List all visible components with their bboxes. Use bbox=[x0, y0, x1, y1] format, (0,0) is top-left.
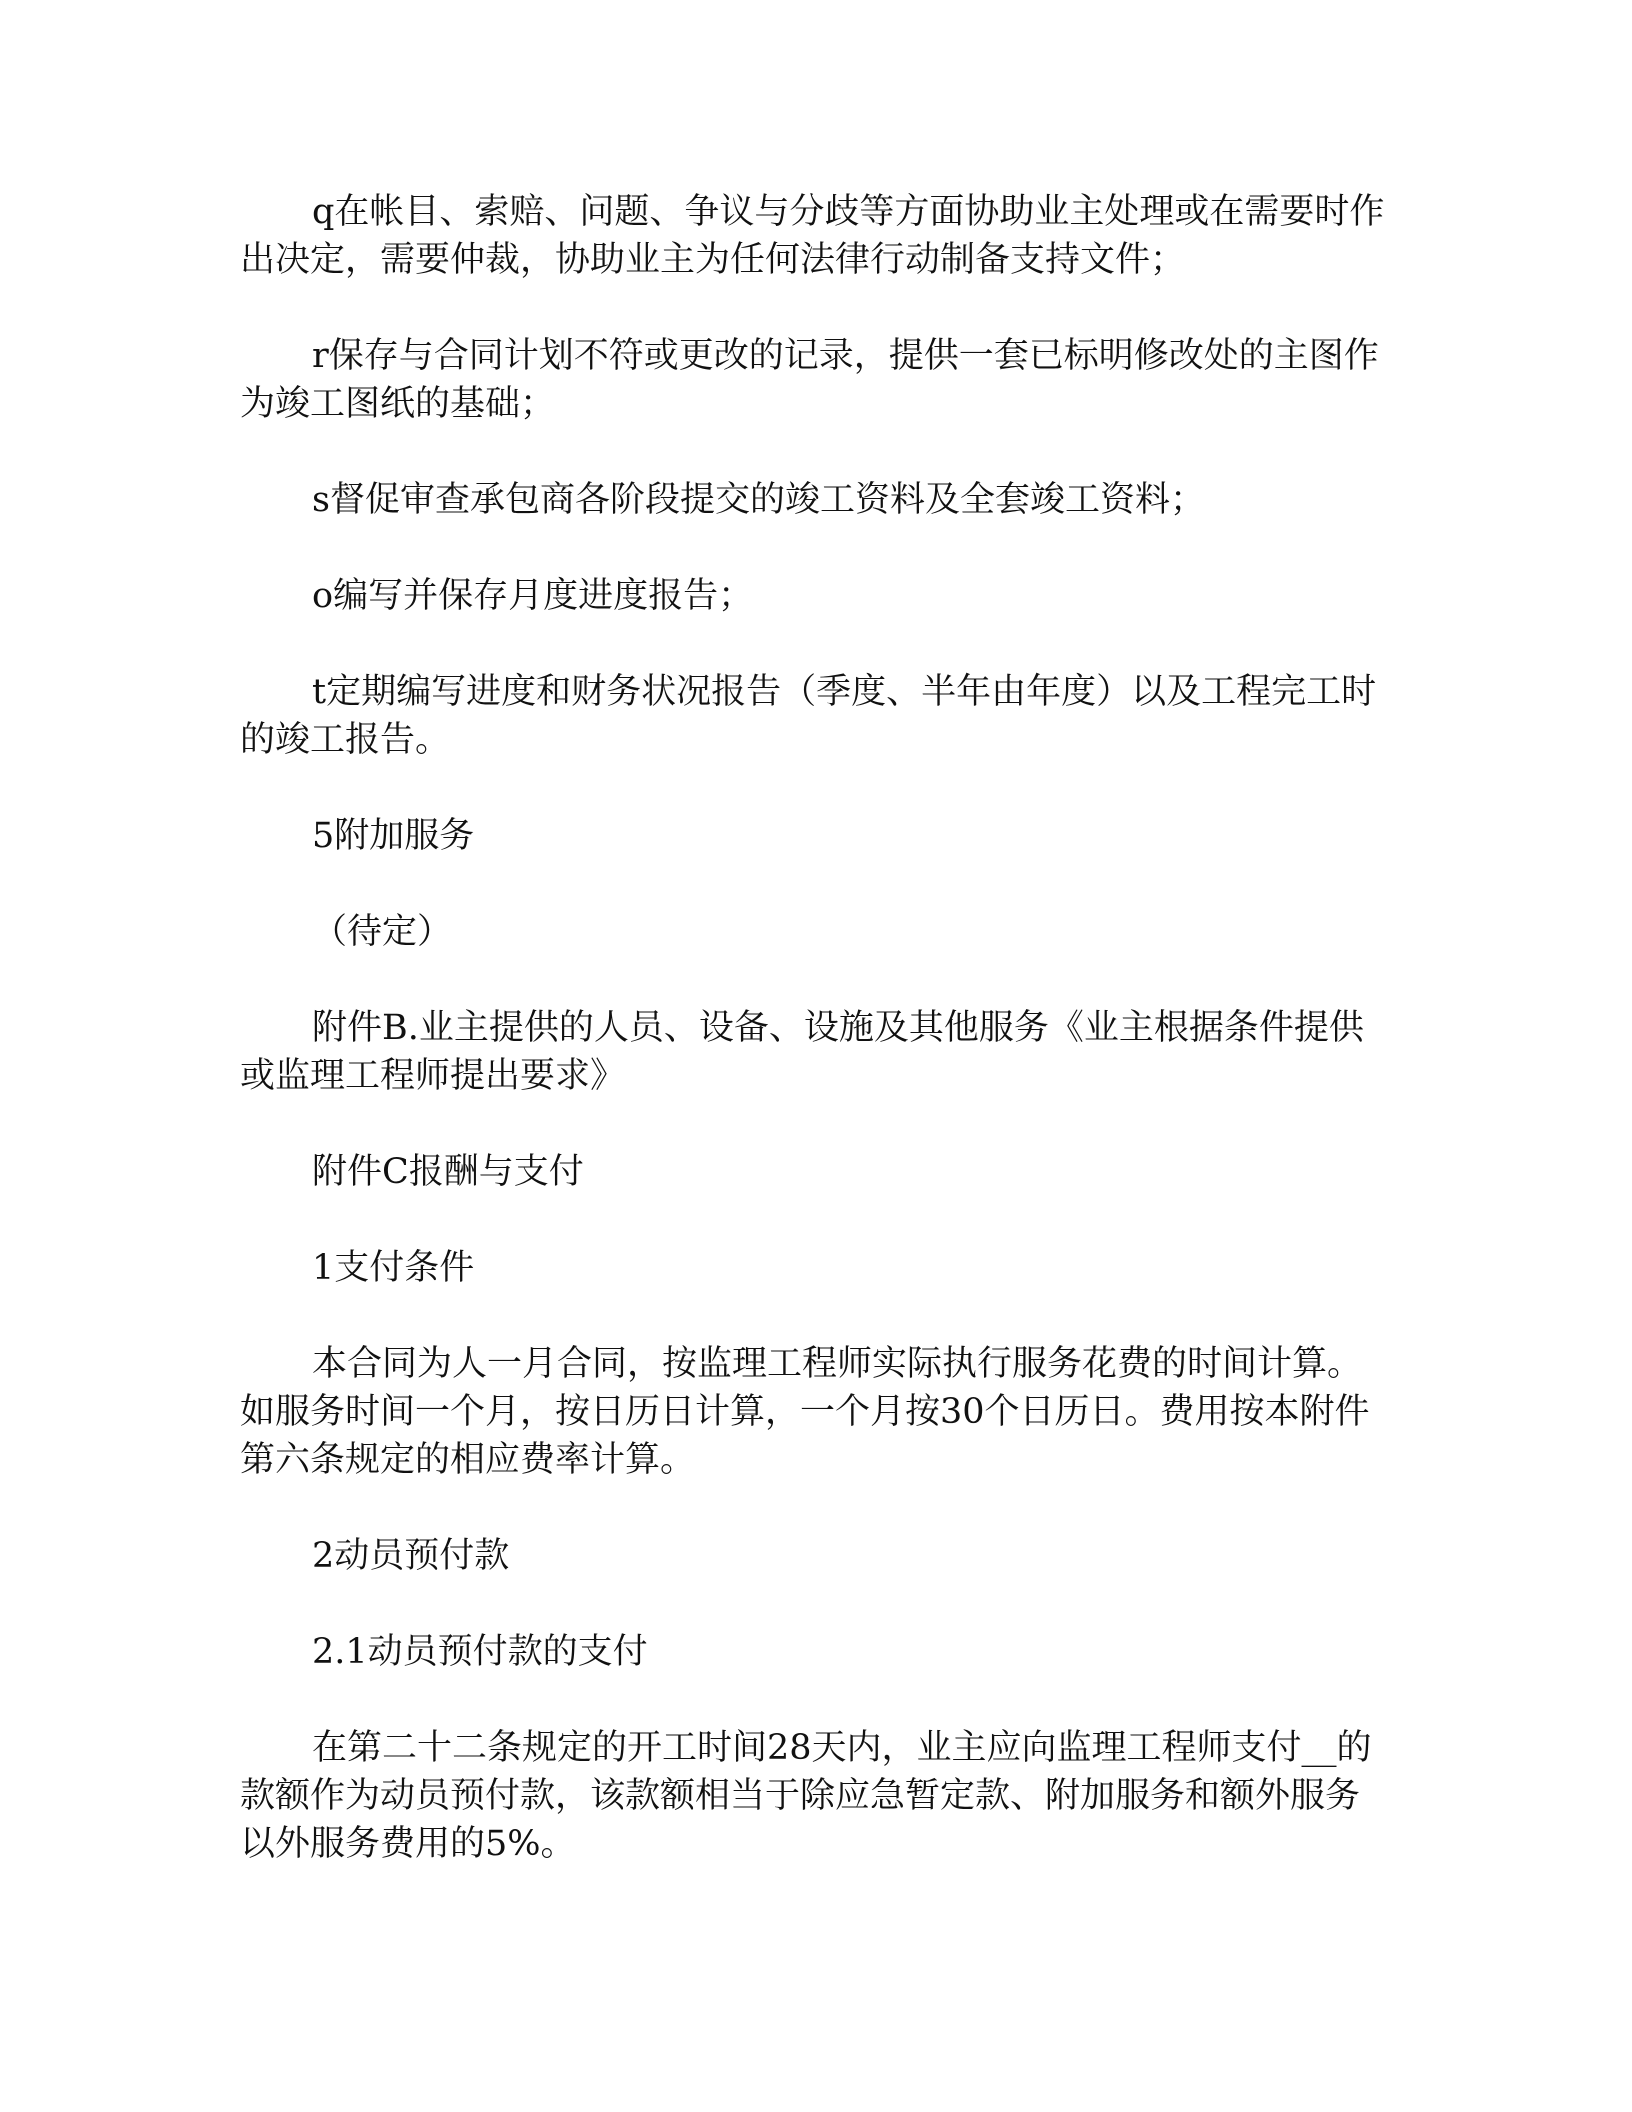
paragraph-tbd: （待定） bbox=[312, 912, 453, 952]
heading-annex-b: 附件B.业主提供的人员、设备、设施及其他服务《业主根据条件提供或监理工程师提出要求》 bbox=[240, 1008, 1364, 1096]
paragraph-r-as-built-records: r保存与合同计划不符或更改的记录，提供一套已标明修改处的主图作为竣工图纸的基础； bbox=[240, 336, 1379, 424]
heading-payment-conditions: 1支付条件 bbox=[312, 1248, 475, 1288]
paragraph-q-claims-disputes: q在帐目、索赔、问题、争议与分歧等方面协助业主处理或在需要时作出决定，需要仲裁，协助业主为任何法律行动制备支持文件； bbox=[240, 192, 1385, 280]
heading-annex-c: 附件C报酬与支付 bbox=[312, 1152, 584, 1192]
paragraph-t-progress-finance-report: t定期编写进度和财务状况报告（季度、半年由年度）以及工程完工时的竣工报告。 bbox=[240, 672, 1377, 760]
paragraph-s-completion-documents: s督促审查承包商各阶段提交的竣工资料及全套竣工资料； bbox=[312, 480, 1205, 520]
paragraph-payment-conditions: 本合同为人一月合同，按监理工程师实际执行服务花费的时间计算。如服务时间一个月，按日历日计算，一个月按30个日历日。费用按本附件第六条规定的相应费率计算。 bbox=[240, 1344, 1370, 1480]
document-body bbox=[240, 188, 1390, 1916]
paragraph-o-monthly-report: o编写并保存月度进度报告； bbox=[312, 576, 754, 616]
heading-mobilization-advance: 2动员预付款 bbox=[312, 1536, 510, 1576]
paragraph-mobilization-payment: 在第二十二条规定的开工时间28天内，业主应向监理工程师支付__的款额作为动员预付款，该款额相当于除应急暂定款、附加服务和额外服务以外服务费用的5%。 bbox=[240, 1728, 1372, 1864]
heading-additional-services: 5附加服务 bbox=[312, 816, 475, 856]
heading-mobilization-payment: 2.1动员预付款的支付 bbox=[312, 1632, 648, 1672]
